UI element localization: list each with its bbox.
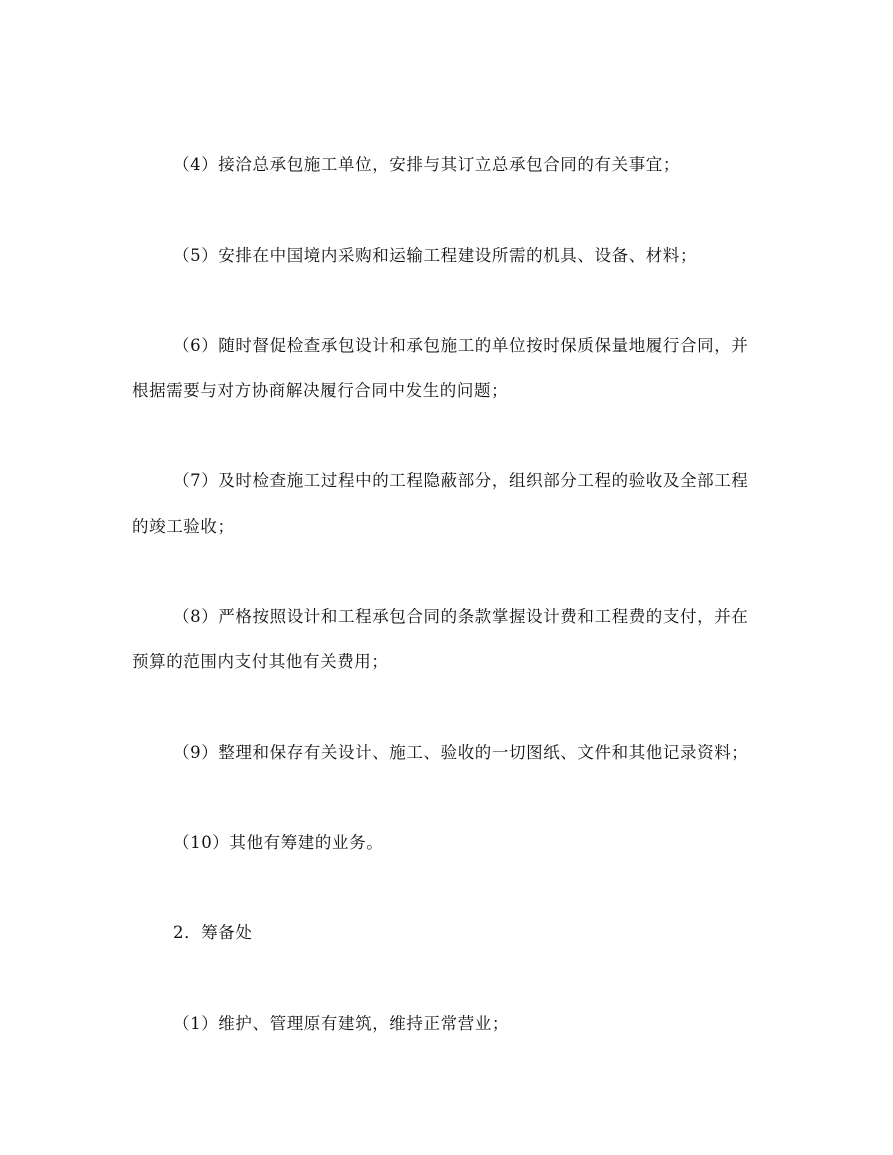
paragraph-item-6-line1: （6）随时督促检查承包设计和承包施工的单位按时保质保量地履行合同，并 (173, 336, 749, 355)
section-item-1: （1）维护、管理原有建筑，维持正常营业； (173, 1014, 509, 1033)
paragraph-item-9: （9）整理和保存有关设计、施工、验收的一切图纸、文件和其他记录资料； (173, 743, 749, 762)
paragraph-item-8-line2: 预算的范围内支付其他有关费用； (132, 652, 389, 671)
paragraph-item-10: （10）其他有筹建的业务。 (173, 833, 384, 852)
paragraph-item-7-line2: 的竣工验收； (132, 517, 235, 536)
paragraph-item-8-line1: （8）严格按照设计和工程承包合同的条款掌握设计费和工程费的支付，并在 (173, 607, 749, 626)
section-heading: 2．筹备处 (173, 923, 253, 942)
paragraph-item-5: （5）安排在中国境内采购和运输工程建设所需的机具、设备、材料； (173, 246, 698, 265)
paragraph-item-7-line1: （7）及时检查施工过程中的工程隐蔽部分，组织部分工程的验收及全部工程 (173, 471, 749, 490)
paragraph-item-4: （4）接洽总承包施工单位，安排与其订立总承包合同的有关事宜； (173, 155, 680, 174)
paragraph-item-6-line2: 根据需要与对方协商解决履行合同中发生的问题； (132, 381, 509, 400)
